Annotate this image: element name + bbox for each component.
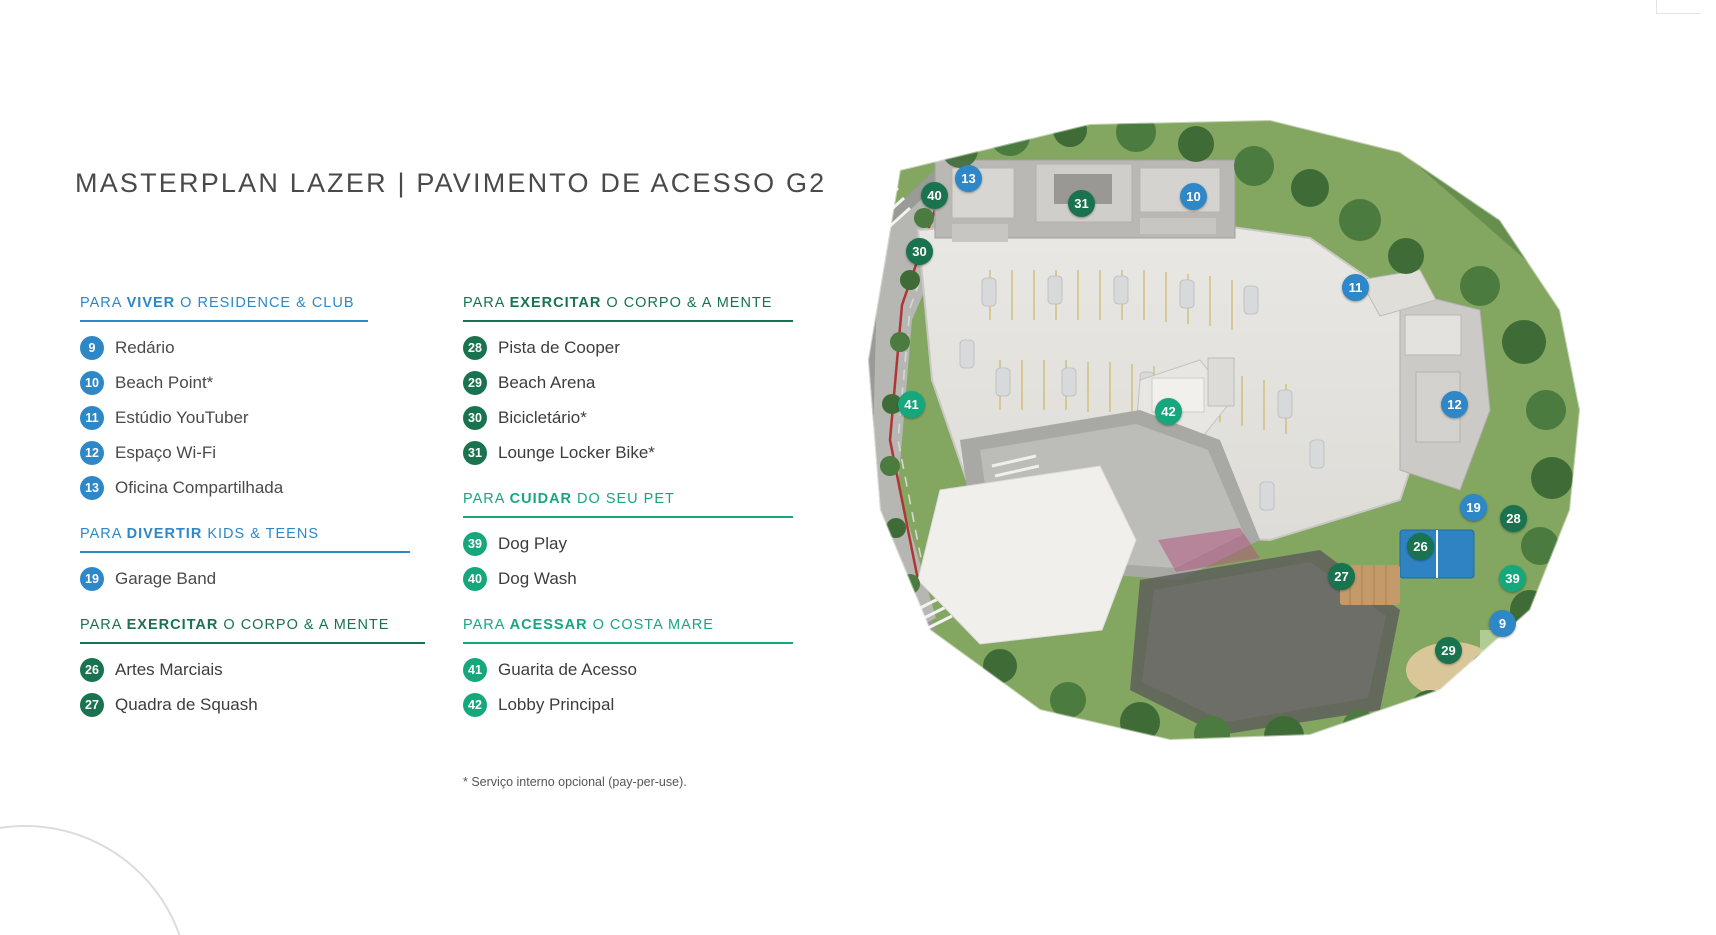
legend-item-label: Beach Point* <box>115 373 214 392</box>
legend-group-heading <box>463 617 803 642</box>
list-item[interactable] <box>463 441 803 465</box>
legend-group-heading <box>80 295 420 320</box>
heading-post: O CORPO & A MENTE <box>601 295 773 311</box>
map-pin-40[interactable]: 40 <box>921 182 948 209</box>
legend-item-label: Beach Arena <box>498 373 596 392</box>
legend-item-list <box>80 658 420 717</box>
legend-item-list <box>463 336 803 465</box>
heading-pre: PARA <box>80 526 127 542</box>
list-item[interactable] <box>463 532 803 556</box>
heading-post: DO SEU PET <box>572 491 675 507</box>
legend-badge: 13 <box>80 476 104 500</box>
heading-post: O RESIDENCE & CLUB <box>175 295 355 311</box>
map-pin-39[interactable]: 39 <box>1499 565 1526 592</box>
map-base <box>840 110 1660 810</box>
heading-pre: PARA <box>463 295 510 311</box>
legend-group-exercitar-left <box>80 617 420 717</box>
map-pin-26[interactable]: 26 <box>1407 533 1434 560</box>
footnote: * Serviço interno opcional (pay-per-use). <box>463 775 687 789</box>
legend-item-label: Lobby Principal <box>498 695 615 714</box>
legend-item-label: Lounge Locker Bike* <box>498 443 655 462</box>
map-pin-10[interactable]: 10 <box>1180 183 1207 210</box>
heading-post: O CORPO & A MENTE <box>218 617 390 633</box>
heading-pre: PARA <box>463 617 510 633</box>
legend-group-heading <box>80 617 420 642</box>
legend-badge: 11 <box>80 406 104 430</box>
list-item[interactable] <box>80 693 420 717</box>
legend-item-label: Oficina Compartilhada <box>115 478 284 497</box>
legend-badge: 41 <box>463 658 487 682</box>
legend-group-divider <box>463 516 793 518</box>
list-item[interactable] <box>463 336 803 360</box>
legend-item-label: Dog Wash <box>498 569 577 588</box>
list-item[interactable] <box>463 371 803 395</box>
map-pin-41[interactable]: 41 <box>898 391 925 418</box>
masterplan-map[interactable] <box>840 110 1660 810</box>
legend-badge: 40 <box>463 567 487 591</box>
legend-group-cuidar <box>463 491 803 591</box>
legend-item-list <box>463 532 803 591</box>
legend-badge: 30 <box>463 406 487 430</box>
legend-group-heading <box>80 526 420 551</box>
map-pin-31[interactable]: 31 <box>1068 190 1095 217</box>
corner-arc-decoration <box>0 825 190 935</box>
legend-badge: 29 <box>463 371 487 395</box>
map-pin-30[interactable]: 30 <box>906 238 933 265</box>
legend-item-label: Redário <box>115 338 175 357</box>
legend-group-exercitar-right <box>463 295 803 465</box>
heading-strong: EXERCITAR <box>509 295 602 311</box>
heading-pre: PARA <box>80 295 127 311</box>
list-item[interactable] <box>80 371 420 395</box>
map-pin-27[interactable]: 27 <box>1328 563 1355 590</box>
legend-item-label: Estúdio YouTuber <box>115 408 249 427</box>
map-pin-29[interactable]: 29 <box>1435 637 1462 664</box>
legend-badge: 12 <box>80 441 104 465</box>
legend-badge: 42 <box>463 693 487 717</box>
legend-badge: 19 <box>80 567 104 591</box>
heading-pre: PARA <box>463 491 510 507</box>
list-item[interactable] <box>463 658 803 682</box>
legend-group-heading <box>463 491 803 516</box>
legend-group-divider <box>80 551 410 553</box>
legend-group-divertir <box>80 526 420 591</box>
legend-badge: 27 <box>80 693 104 717</box>
heading-strong: VIVER <box>126 295 176 311</box>
page-title: MASTERPLAN LAZER | PAVIMENTO DE ACESSO G2 <box>75 168 827 198</box>
legend-item-label: Guarita de Acesso <box>498 660 637 679</box>
legend-item-label: Dog Play <box>498 534 567 553</box>
map-pin-28[interactable]: 28 <box>1500 505 1527 532</box>
legend-group-divider <box>80 320 368 322</box>
map-pin-11[interactable]: 11 <box>1342 274 1369 301</box>
list-item[interactable] <box>463 693 803 717</box>
heading-strong: DIVERTIR <box>126 526 203 542</box>
list-item[interactable] <box>80 336 420 360</box>
legend-group-acessar <box>463 617 803 717</box>
legend-column-left <box>80 295 420 743</box>
legend-badge: 9 <box>80 336 104 360</box>
legend-group-divider <box>463 642 793 644</box>
legend-badge: 10 <box>80 371 104 395</box>
legend-badge: 28 <box>463 336 487 360</box>
list-item[interactable] <box>80 476 420 500</box>
list-item[interactable] <box>80 567 420 591</box>
legend-item-label: Quadra de Squash <box>115 695 258 714</box>
legend-group-heading <box>463 295 803 320</box>
map-pin-9[interactable]: 9 <box>1489 610 1516 637</box>
legend-item-list <box>80 567 420 591</box>
heading-post: KIDS & TEENS <box>202 526 319 542</box>
list-item[interactable] <box>80 658 420 682</box>
legend-group-viver <box>80 295 420 500</box>
map-pin-12[interactable]: 12 <box>1441 391 1468 418</box>
list-item[interactable] <box>463 406 803 430</box>
heading-post: O COSTA MARE <box>587 617 714 633</box>
legend-item-list <box>463 658 803 717</box>
legend-badge: 31 <box>463 441 487 465</box>
legend-badge: 39 <box>463 532 487 556</box>
legend-item-label: Espaço Wi-Fi <box>115 443 217 462</box>
legend-badge: 26 <box>80 658 104 682</box>
map-pin-19[interactable]: 19 <box>1460 494 1487 521</box>
heading-strong: CUIDAR <box>509 491 573 507</box>
legend-item-label: Artes Marciais <box>115 660 223 679</box>
list-item[interactable] <box>80 406 420 430</box>
map-pin-42[interactable]: 42 <box>1155 398 1182 425</box>
legend-item-label: Pista de Cooper <box>498 338 620 357</box>
legend-item-label: Garage Band <box>115 569 217 588</box>
corner-mark-top-right <box>1656 0 1700 14</box>
heading-strong: ACESSAR <box>509 617 588 633</box>
heading-strong: EXERCITAR <box>126 617 219 633</box>
legend-item-label: Bicicletário* <box>498 408 587 427</box>
heading-pre: PARA <box>80 617 127 633</box>
legend-column-right <box>463 295 803 743</box>
legend-group-divider <box>80 642 425 644</box>
list-item[interactable] <box>80 441 420 465</box>
list-item[interactable] <box>463 567 803 591</box>
legend-group-divider <box>463 320 793 322</box>
map-pin-13[interactable]: 13 <box>955 165 982 192</box>
map-illustration <box>840 110 1660 810</box>
legend-item-list <box>80 336 420 500</box>
